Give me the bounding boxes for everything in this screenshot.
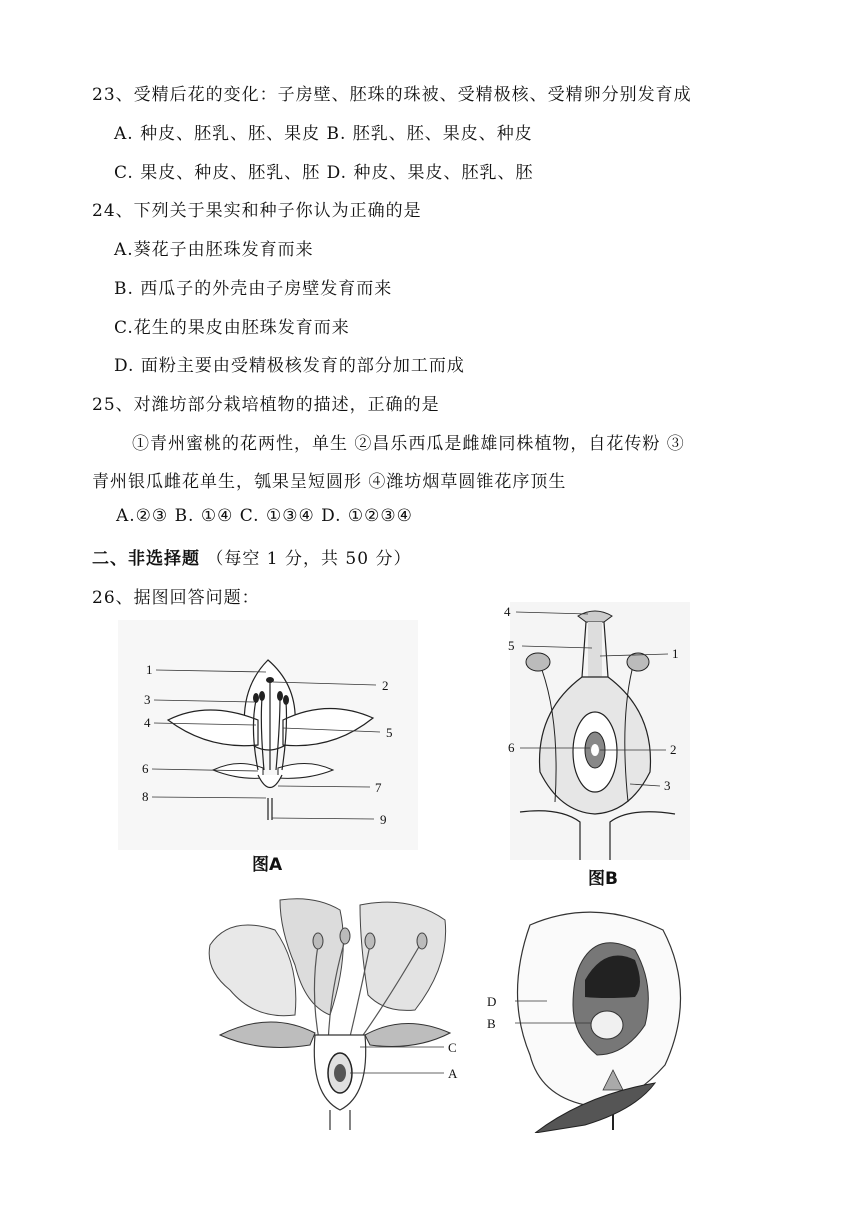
figure-b-label-4: 4 — [504, 604, 511, 619]
section-score-note: （每空 1 分，共 50 分） — [206, 549, 412, 569]
q24-option-a: A.葵花子由胚珠发育而来 — [114, 240, 314, 260]
q23-options-ab: A. 种皮、胚乳、胚、果皮 B. 胚乳、胚、果皮、种皮 — [114, 124, 533, 144]
section-title — [92, 544, 411, 569]
figure-a-label-2: 2 — [382, 678, 389, 693]
figure-b-caption: 图B — [588, 869, 618, 889]
figure-b-label-2: 2 — [670, 742, 677, 757]
q26-stem: 26、据图回答问题： — [92, 588, 260, 608]
figure-b-label-5: 5 — [508, 638, 515, 653]
q24-option-b: B. 西瓜子的外壳由子房壁发育而来 — [114, 279, 393, 299]
figure-a-label-3: 3 — [144, 692, 151, 707]
q25-statement-line2: 青州银瓜雌花单生，瓠果呈短圆形 ④潍坊烟草圆锥花序顶生 — [92, 472, 567, 492]
figure-a-flower-diagram — [118, 620, 418, 850]
q23-options-cd: C. 果皮、种皮、胚乳、胚 D. 种皮、果皮、胚乳、胚 — [114, 163, 534, 183]
figure-a-label-8: 8 — [142, 789, 149, 804]
figure-c-label-c: C — [448, 1040, 457, 1055]
q24-stem: 24、下列关于果实和种子你认为正确的是 — [92, 201, 422, 221]
figure-a-label-6: 6 — [142, 761, 149, 776]
q25-options: A.②③ B. ①④ C. ①③④ D. ①②③④ — [116, 506, 413, 526]
q24-option-d: D. 面粉主要由受精极核发育的部分加工而成 — [114, 356, 465, 376]
figure-d-fruit-section — [485, 905, 700, 1133]
figure-b-label-3: 3 — [664, 778, 671, 793]
figure-c-label-a: A — [448, 1066, 458, 1081]
figure-a-label-5: 5 — [386, 725, 393, 740]
figure-b-label-6: 6 — [508, 740, 515, 755]
figure-b-label-1: 1 — [672, 646, 679, 661]
figure-a-label-7: 7 — [375, 780, 382, 795]
figure-b-pistil-diagram — [500, 602, 690, 860]
figure-d-label-b: B — [487, 1016, 496, 1031]
figure-a-label-9: 9 — [380, 812, 387, 827]
figure-d-label-d: D — [487, 994, 497, 1009]
q25-stem: 25、对潍坊部分栽培植物的描述，正确的是 — [92, 395, 440, 415]
q23-stem: 23、受精后花的变化：子房壁、胚珠的珠被、受精极核、受精卵分别发育成 — [92, 85, 692, 105]
q24-option-c: C.花生的果皮由胚珠发育而来 — [114, 318, 350, 338]
figure-a-label-1: 1 — [146, 662, 153, 677]
figure-c-flower-section — [200, 895, 475, 1130]
q25-statement-line1: ①青州蜜桃的花两性，单生 ②昌乐西瓜是雌雄同株植物，自花传粉 ③ — [132, 434, 685, 454]
figure-a-caption: 图A — [252, 855, 283, 875]
section-title-text: 二、非选择题 — [92, 549, 200, 569]
figure-a-label-4: 4 — [144, 715, 151, 730]
